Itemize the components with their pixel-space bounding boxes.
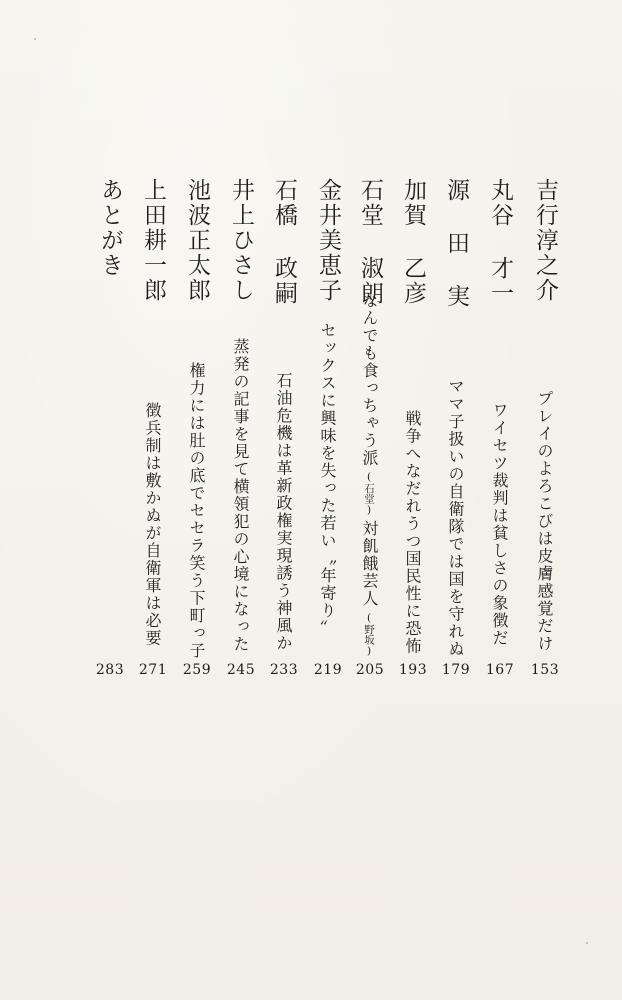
author-name: 池波正太郎 — [184, 178, 210, 303]
essay-title — [275, 372, 291, 652]
essay-title — [188, 362, 204, 660]
essay-title-text: 蒸発の記事を見て横領犯の心境になった — [231, 338, 250, 653]
page-number: 167 — [485, 662, 515, 678]
page-number: 219 — [313, 662, 343, 678]
page-number: 283 — [95, 662, 125, 678]
page-number: 205 — [355, 662, 385, 678]
essay-title — [404, 410, 420, 655]
author-name: 丸谷 才一 — [487, 178, 513, 306]
author-name: 加賀 乙彦 — [400, 178, 426, 306]
essay-title — [319, 322, 335, 637]
essay-title-text: プレイのよろこびは皮膚感覚だけ — [535, 390, 554, 653]
author-name: 金井美恵子 — [315, 178, 341, 303]
page-number: 271 — [138, 662, 168, 678]
essay-title-text: 戦争へなだれうつ国民性に恐怖 — [403, 410, 422, 655]
essay-title-note: (石堂) — [363, 471, 375, 516]
essay-title-text: なんでも食っちゃう派 — [360, 292, 379, 467]
paper-speck — [34, 38, 36, 40]
paper-speck — [586, 942, 588, 944]
author-name: 井上ひさし — [228, 178, 254, 303]
essay-title-text: ワイセツ裁判は貧しさの象徴だ — [490, 402, 509, 647]
essay-title-text: セックスに興味を失った若い〝年寄り〟 — [318, 322, 337, 637]
essay-title-text: 権力には肚の底でセセラ笑う下町っ子 — [187, 362, 206, 660]
page-number: 245 — [226, 662, 256, 678]
essay-title — [144, 402, 160, 647]
author-name: 吉行淳之介 — [532, 178, 558, 303]
essay-title — [361, 292, 377, 661]
essay-title-text: 徴兵制は敷かぬが自衛軍は必要 — [143, 402, 162, 647]
page-number: 233 — [269, 662, 299, 678]
page-number: 179 — [441, 662, 471, 678]
page-number: 259 — [182, 662, 212, 678]
essay-title-note: (野坂) — [363, 611, 375, 657]
essay-title-text: 対飢餓芸人 — [360, 520, 379, 608]
essay-title — [232, 338, 248, 653]
author-name: 石堂 淑朗 — [357, 178, 383, 306]
author-name: 石橋 政嗣 — [271, 178, 297, 306]
essay-title-text: ママ子扱いの自衛隊では国を守れぬ — [446, 378, 465, 658]
author-name: 上田耕一郎 — [140, 178, 166, 303]
essay-title — [447, 378, 463, 658]
author-name: 源 田 実 — [443, 178, 469, 309]
essay-title-text: 石油危機は革新政権実現誘う神風か — [274, 372, 293, 652]
essay-title — [536, 390, 552, 653]
page-number: 193 — [398, 662, 428, 678]
page-number: 153 — [530, 662, 560, 678]
afterword-label: あとがき — [97, 178, 123, 278]
essay-title — [491, 402, 507, 647]
